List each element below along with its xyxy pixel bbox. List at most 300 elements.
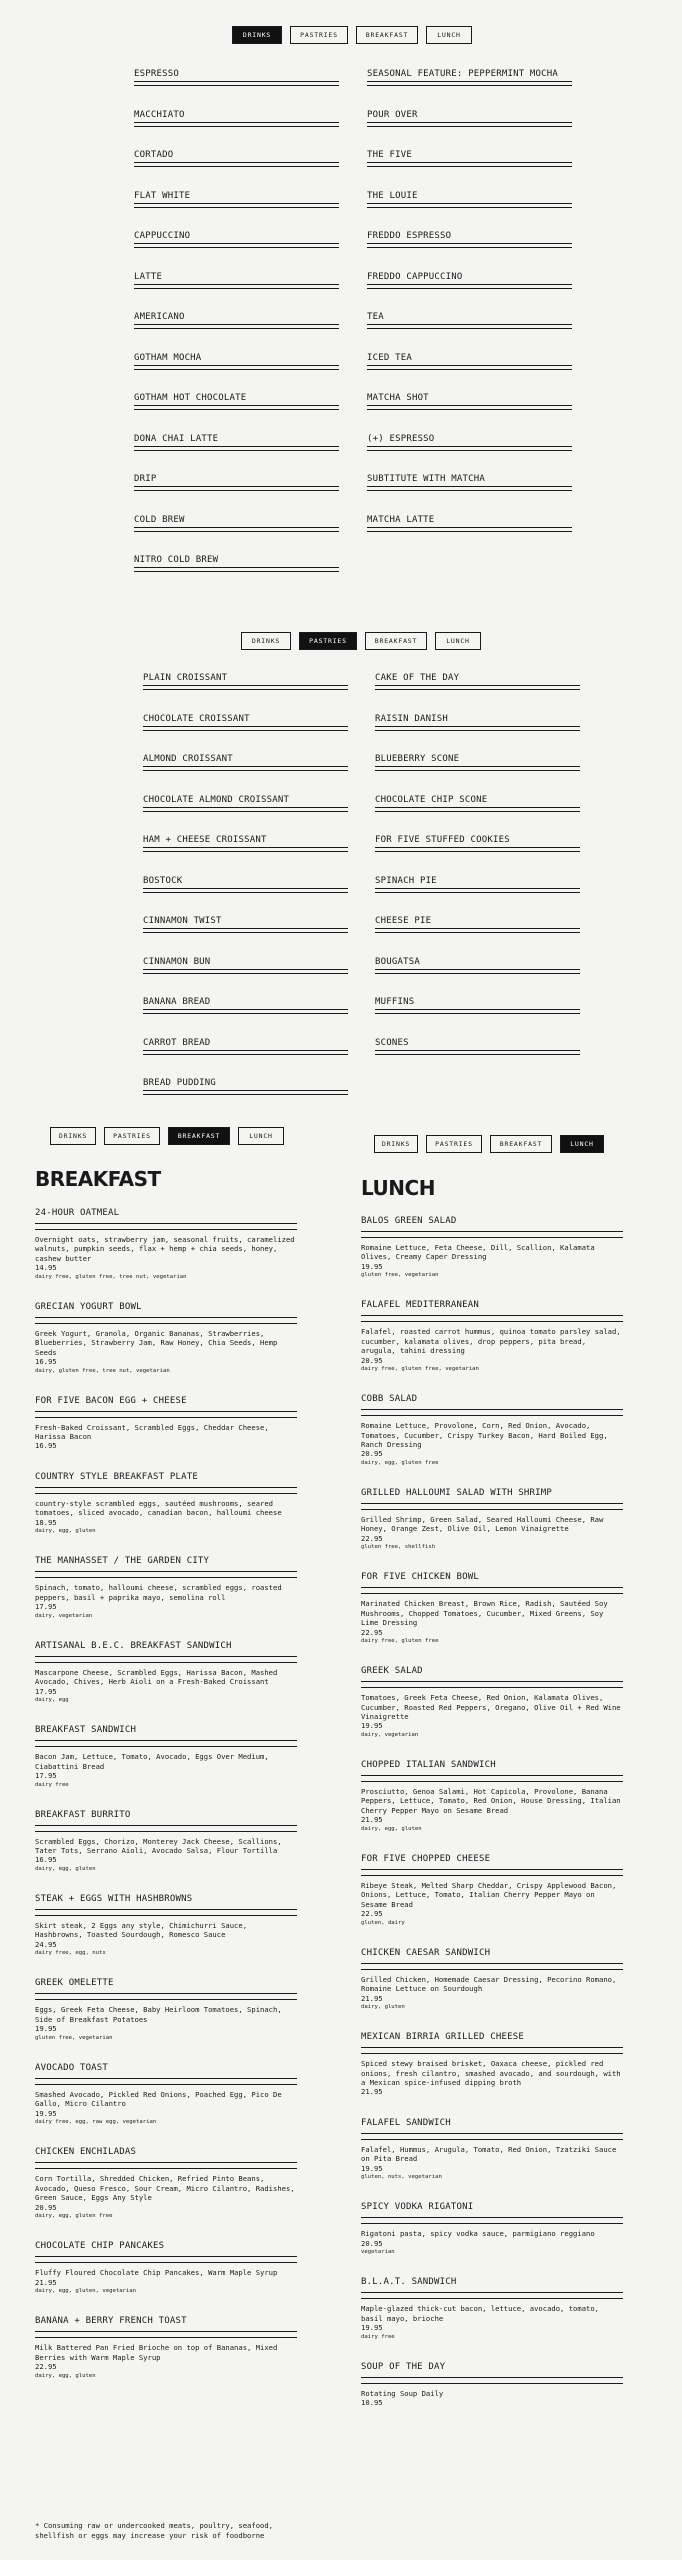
menu-item-name: COLD BREW	[134, 514, 185, 525]
tab-lunch[interactable]: LUNCH	[560, 1135, 604, 1153]
menu-item-name: FOR FIVE CHICKEN BOWL	[361, 1572, 479, 1583]
menu-item-description: Rigatoni pasta, spicy vodka sauce, parmigiano reggiano	[361, 2229, 595, 2239]
divider-line	[143, 888, 348, 889]
menu-item-name: SEASONAL FEATURE: PEPPERMINT MOCHA	[367, 69, 559, 79]
divider-line	[367, 126, 572, 127]
divider-line	[361, 1315, 623, 1322]
menu-item-price: 22.95	[35, 2361, 57, 2371]
menu-item[interactable]	[367, 393, 572, 434]
menu-item[interactable]	[134, 272, 339, 313]
menu-item-description: Romaine Lettuce, Feta Cheese, Dill, Scallion, Kalamata Olives, Creamy Caper Dressing	[361, 1243, 595, 1262]
divider-line	[367, 531, 572, 532]
menu-item[interactable]	[143, 997, 348, 1038]
menu-item[interactable]	[134, 555, 339, 596]
divider-line	[367, 527, 572, 528]
menu-item[interactable]	[375, 714, 580, 755]
menu-item-name: STEAK + EGGS WITH HASHBROWNS	[35, 1894, 193, 1905]
divider-line	[375, 770, 580, 771]
menu-item[interactable]	[35, 1396, 297, 1451]
divider-line	[375, 730, 580, 731]
menu-item-name: NITRO COLD BREW	[134, 555, 219, 565]
dietary-tags: dairy, vegetarian	[35, 1612, 93, 1619]
menu-item-price: 22.95	[361, 1627, 383, 1637]
menu-item-name: MATCHA SHOT	[367, 393, 429, 403]
menu-item-name: CHOCOLATE ALMOND CROISSANT	[143, 794, 290, 805]
menu-item[interactable]	[134, 434, 339, 475]
menu-item[interactable]	[35, 2063, 297, 2126]
menu-item[interactable]	[35, 2316, 297, 2379]
menu-item[interactable]	[367, 191, 572, 232]
divider-line	[375, 1009, 580, 1010]
menu-item-name: BANANA BREAD	[143, 997, 211, 1007]
menu-item-name: AVOCADO TOAST	[35, 2062, 109, 2073]
menu-item[interactable]	[367, 272, 572, 313]
divider-line	[375, 851, 580, 852]
divider-line	[361, 1231, 623, 1238]
menu-item-description: Tomatoes, Greek Feta Cheese, Red Onion, Kalamata Olives, Cucumber, Roasted Red Peppers, Oregano, Olive Oil + Red Wine Vinaigrette	[361, 1693, 621, 1722]
menu-item-price: 22.95	[361, 1533, 383, 1543]
divider-line	[361, 1587, 623, 1594]
breakfast-title: BREAKFAST	[35, 1167, 161, 1191]
menu-item-description: Spinach, tomato, halloumi cheese, scrambled eggs, roasted peppers, basil + paprika mayo, semolina roll	[35, 1583, 282, 1602]
menu-item-price: 16.95	[35, 1357, 57, 1367]
menu-item-description: Skirt steak, 2 Eggs any style, Chimichurri Sauce, Hashbrowns, Toasted Sourdough, Romesco Sauce	[35, 1921, 248, 1940]
menu-item-name: DONA CHAI LATTE	[134, 433, 219, 444]
divider-line	[134, 531, 339, 532]
menu-item-description: Fluffy Floured Chocolate Chip Pancakes, Warm Maple Syrup	[35, 2268, 278, 2278]
tab-breakfast[interactable]: BREAKFAST	[356, 26, 418, 44]
menu-item-name: BREAKFAST BURRITO	[35, 1809, 131, 1820]
divider-line	[367, 85, 572, 86]
divider-line	[367, 446, 572, 447]
menu-item[interactable]	[35, 1556, 297, 1619]
menu-item-name: ICED TEA	[367, 352, 412, 363]
divider-line	[134, 324, 339, 325]
divider-line	[134, 328, 339, 329]
menu-item-name: MACCHIATO	[134, 109, 185, 120]
dietary-tags: dairy, egg	[35, 1697, 69, 1704]
menu-item-name: CINNAMON TWIST	[143, 916, 222, 926]
menu-item[interactable]	[375, 916, 580, 957]
divider-line	[134, 162, 339, 163]
lunch-tabs	[374, 1135, 604, 1153]
tab-pastries[interactable]: PASTRIES	[299, 632, 357, 650]
menu-item-name: ARTISANAL B.E.C. BREAKFAST SANDWICH	[35, 1640, 232, 1651]
menu-item-price: 17.95	[35, 1771, 57, 1781]
menu-item-name: B.L.A.T. SANDWICH	[361, 2277, 457, 2288]
menu-item[interactable]	[361, 1300, 623, 1373]
foodborne-note: * Consuming raw or undercooked meats, poultry, seafood, shellfish or eggs may increase your risk of foodborne	[35, 2521, 273, 2540]
dietary-tags: dairy, egg, gluten free	[361, 1460, 439, 1467]
menu-item[interactable]	[143, 916, 348, 957]
menu-item-description: Grilled Chicken, Homemade Caesar Dressing, Pecorino Romano, Romaine Lettuce on Sourdough	[361, 1974, 617, 1994]
divider-line	[134, 126, 339, 127]
menu-item-price: 20.95	[361, 1355, 383, 1365]
menu-item-description: Mascarpone Cheese, Scrambled Eggs, Harissa Bacon, Mashed Avocado, Chives, Herb Aioli on a Fresh-Baked Croissant	[35, 1667, 278, 1687]
divider-line	[143, 1013, 348, 1014]
drinks-right-column	[367, 69, 572, 555]
divider-line	[143, 1050, 348, 1051]
divider-line	[134, 446, 339, 447]
menu-item[interactable]	[134, 474, 339, 515]
tab-pastries[interactable]: PASTRIES	[104, 1127, 160, 1145]
dietary-tags: dairy, vegetarian	[361, 1732, 419, 1739]
menu-item[interactable]	[143, 835, 348, 876]
menu-item[interactable]	[35, 1472, 297, 1535]
divider-line	[143, 969, 348, 970]
menu-item[interactable]	[35, 1978, 297, 2041]
divider-line	[143, 770, 348, 771]
menu-item[interactable]	[143, 754, 348, 795]
divider-line	[35, 1317, 297, 1324]
menu-item-price: 21.95	[361, 2087, 383, 2097]
divider-line	[367, 405, 572, 406]
tab-pastries[interactable]: PASTRIES	[290, 26, 348, 44]
tab-drinks[interactable]: DRINKS	[241, 632, 291, 650]
divider-line	[35, 1909, 297, 1916]
menu-item-price: 19.95	[361, 2323, 383, 2333]
menu-item-description: Ribeye Steak, Melted Sharp Cheddar, Crispy Applewood Bacon, Onions, Lettuce, Tomato, Italian Cherry Pepper Mayo on Sesame Bread	[361, 1880, 617, 1909]
drinks-left-column	[134, 69, 339, 596]
menu-item[interactable]	[367, 110, 572, 151]
menu-item-name: CHEESE PIE	[375, 916, 432, 926]
menu-item-description: Scrambled Eggs, Chorizo, Monterey Jack Cheese, Scallions, Tater Tots, Serrano Aioli, Avocado Salsa, Flour Tortilla	[35, 1836, 282, 1856]
divider-line	[361, 1963, 623, 1970]
dietary-tags: gluten free, vegetarian	[361, 1272, 439, 1279]
menu-item-price: 10.95	[361, 2398, 383, 2408]
divider-line	[375, 689, 580, 690]
menu-item[interactable]	[361, 2202, 623, 2256]
menu-item-name: CHOPPED ITALIAN SANDWICH	[361, 1760, 496, 1771]
menu-item[interactable]	[134, 312, 339, 353]
menu-item-price: 17.95	[35, 1686, 57, 1696]
menu-item-name: DRIP	[134, 474, 157, 484]
menu-item-name: THE MANHASSET / THE GARDEN CITY	[35, 1556, 210, 1567]
menu-item-name: FOR FIVE STUFFED COOKIES	[375, 835, 510, 845]
tab-breakfast[interactable]: BREAKFAST	[365, 632, 427, 650]
divider-line	[367, 166, 572, 167]
menu-item-name: GOTHAM HOT CHOCOLATE	[134, 393, 247, 403]
menu-item[interactable]	[134, 231, 339, 272]
menu-item-name: CAKE OF THE DAY	[375, 673, 460, 683]
divider-line	[375, 807, 580, 808]
menu-item[interactable]	[143, 714, 348, 755]
menu-item-description: country-style scrambled eggs, sautéed mushrooms, seared tomatoes, sliced avocado, canadian bacon, halloumi cheese	[35, 1499, 282, 1518]
menu-item[interactable]	[143, 795, 348, 836]
divider-line	[35, 1740, 297, 1747]
divider-line	[375, 1050, 580, 1051]
tab-lunch[interactable]: LUNCH	[435, 632, 481, 650]
menu-item[interactable]	[134, 191, 339, 232]
divider-line	[35, 1825, 297, 1832]
divider-line	[367, 324, 572, 325]
menu-item[interactable]	[367, 150, 572, 191]
menu-item[interactable]	[367, 515, 572, 556]
divider-line	[35, 1993, 297, 2000]
menu-item-description: Fresh-Baked Croissant, Scrambled Eggs, Cheddar Cheese, Harissa Bacon	[35, 1422, 269, 1442]
menu-item-name: CHOCOLATE CHIP PANCAKES	[35, 2241, 165, 2252]
divider-line	[143, 847, 348, 848]
divider-line	[361, 1775, 623, 1782]
divider-line	[375, 1054, 580, 1055]
menu-item[interactable]	[375, 835, 580, 876]
divider-line	[375, 928, 580, 929]
tab-breakfast[interactable]: BREAKFAST	[490, 1135, 552, 1153]
menu-item-description: Rotating Soup Daily	[361, 2388, 444, 2398]
menu-item-name: BANANA + BERRY FRENCH TOAST	[35, 2316, 187, 2327]
menu-item[interactable]	[143, 876, 348, 917]
menu-item[interactable]	[134, 515, 339, 556]
divider-line	[134, 369, 339, 370]
menu-item[interactable]	[143, 1038, 348, 1079]
menu-item-price: 21.95	[35, 2277, 57, 2287]
divider-line	[134, 365, 339, 366]
divider-line	[361, 1681, 623, 1688]
menu-item[interactable]	[134, 353, 339, 394]
menu-item-price: 19.95	[361, 2163, 383, 2173]
menu-item[interactable]	[361, 2362, 623, 2408]
menu-item[interactable]	[361, 1948, 623, 2011]
menu-item-description: Smashed Avocado, Pickled Red Onions, Poached Egg, Pico De Gallo, Micro Cilantro	[35, 2089, 282, 2109]
dietary-tags: dairy, egg, gluten	[35, 1528, 96, 1535]
menu-item-name: GRILLED HALLOUMI SALAD WITH SHRIMP	[361, 1488, 553, 1499]
divider-line	[143, 766, 348, 767]
divider-line	[134, 527, 339, 528]
divider-line	[367, 284, 572, 285]
tab-pastries[interactable]: PASTRIES	[426, 1135, 482, 1153]
tab-lunch[interactable]: LUNCH	[238, 1127, 284, 1145]
dietary-tags: dairy, gluten	[361, 2004, 405, 2011]
divider-line	[143, 973, 348, 974]
divider-line	[143, 689, 348, 690]
dietary-tags: gluten, dairy	[361, 1919, 405, 1926]
divider-line	[361, 2047, 623, 2054]
dietary-tags: dairy free, gluten free, tree nut, vegetarian	[35, 1273, 187, 1280]
pastries-tabs	[241, 632, 481, 650]
divider-line	[361, 1503, 623, 1510]
divider-line	[361, 1869, 623, 1876]
menu-item-description: Romaine Lettuce, Provolone, Corn, Red Onion, Avocado, Tomatoes, Cucumber, Crispy Turkey Bacon, Hard Boiled Egg, Ranch Dressing	[361, 1421, 608, 1450]
menu-item-name: MUFFINS	[375, 997, 415, 1007]
menu-item[interactable]	[361, 2277, 623, 2340]
divider-line	[143, 730, 348, 731]
menu-item-price: 24.95	[35, 1939, 57, 1949]
menu-item-price: 16.95	[35, 1441, 57, 1451]
menu-item-name: AMERICANO	[134, 312, 185, 322]
menu-item-price: 20.95	[361, 1449, 383, 1459]
menu-item[interactable]	[361, 1854, 623, 1927]
dietary-tags: gluten free, vegetarian	[35, 2034, 113, 2041]
menu-item[interactable]	[35, 1641, 297, 1704]
divider-line	[143, 928, 348, 929]
lunch-title: LUNCH	[361, 1176, 435, 1200]
menu-item-price: 20.95	[361, 2238, 383, 2248]
menu-item-name: MATCHA LATTE	[367, 514, 435, 525]
menu-item[interactable]	[143, 957, 348, 998]
dietary-tags: gluten, nuts, vegetarian	[361, 2174, 442, 2181]
menu-item-description: Falafel, roasted carrot hummus, quinoa tomato parsley salad, cucumber, kalamata olives, drop peppers, pita bread, arugula, tahini dressing	[361, 1327, 621, 1356]
menu-item[interactable]	[35, 1725, 297, 1788]
menu-item[interactable]	[361, 1488, 623, 1551]
menu-item-description: Greek Yogurt, Granola, Organic Bananas, Strawberries, Blueberries, Strawberry Jam, Raw Honey, Chia Seeds, Hemp Seeds	[35, 1328, 278, 1357]
menu-item-name: FLAT WHITE	[134, 190, 191, 201]
menu-item-price: 22.95	[361, 1909, 383, 1919]
menu-item[interactable]	[375, 876, 580, 917]
menu-item[interactable]	[367, 353, 572, 394]
divider-line	[143, 1090, 348, 1091]
menu-item[interactable]	[367, 474, 572, 515]
menu-item[interactable]	[361, 2032, 623, 2097]
menu-item-name: CARROT BREAD	[143, 1037, 211, 1048]
divider-line	[361, 2377, 623, 2384]
menu-item-name: FREDDO ESPRESSO	[367, 231, 452, 241]
divider-line	[143, 932, 348, 933]
menu-item-name: SPICY VODKA RIGATONI	[361, 2202, 474, 2213]
divider-line	[134, 166, 339, 167]
divider-line	[375, 888, 580, 889]
menu-item[interactable]	[35, 1810, 297, 1873]
menu-item[interactable]	[361, 1394, 623, 1467]
menu-item-name: COUNTRY STYLE BREAKFAST PLATE	[35, 1472, 198, 1483]
menu-item[interactable]	[35, 2241, 297, 2295]
menu-item-name: CHICKEN ENCHILADAS	[35, 2147, 137, 2158]
menu-item-name: FOR FIVE CHOPPED CHEESE	[361, 1853, 491, 1864]
tab-breakfast[interactable]: BREAKFAST	[168, 1127, 230, 1145]
divider-line	[375, 766, 580, 767]
divider-line	[134, 288, 339, 289]
menu-item-description: Eggs, Greek Feta Cheese, Baby Heirloom Tomatoes, Spinach, Side of Breakfast Potatoes	[35, 2005, 282, 2024]
divider-line	[367, 369, 572, 370]
menu-item[interactable]	[367, 231, 572, 272]
menu-item[interactable]	[361, 1760, 623, 1833]
menu-item-name: GOTHAM MOCHA	[134, 352, 202, 363]
menu-item-name: ALMOND CROISSANT	[143, 754, 233, 764]
menu-item-name: BALOS GREEN SALAD	[361, 1216, 457, 1226]
divider-line	[367, 328, 572, 329]
menu-item-name: SOUP OF THE DAY	[361, 2361, 446, 2372]
menu-item-name: FOR FIVE BACON EGG + CHEESE	[35, 1395, 187, 1406]
menu-item-name: BOSTOCK	[143, 875, 183, 886]
menu-item[interactable]	[143, 673, 348, 714]
tab-drinks[interactable]: DRINKS	[374, 1135, 418, 1153]
menu-item-description: Corn Tortilla, Shredded Chicken, Refried Pinto Beans, Avocado, Queso Fresco, Sour Cream, Micro Cilantro, Radishes, Green Sauce, Eggs Any Style	[35, 2174, 295, 2203]
menu-item-name: CHOCOLATE CROISSANT	[143, 713, 250, 724]
divider-line	[134, 450, 339, 451]
divider-line	[35, 2331, 297, 2338]
divider-line	[35, 1411, 297, 1418]
menu-item-description: Bacon Jam, Lettuce, Tomato, Avocado, Eggs Over Medium, Ciabattini Bread	[35, 1752, 269, 1771]
menu-item[interactable]	[375, 754, 580, 795]
menu-item-description: Marinated Chicken Breast, Brown Rice, Radish, Sautéed Soy Mushrooms, Chopped Tomatoes, Cucumber, Mixed Greens, Soy Lime Dressing	[361, 1599, 608, 1628]
menu-item[interactable]	[361, 1666, 623, 1739]
divider-line	[361, 1409, 623, 1416]
divider-line	[375, 726, 580, 727]
menu-item[interactable]	[35, 1302, 297, 1375]
divider-line	[375, 1013, 580, 1014]
menu-item[interactable]	[375, 673, 580, 714]
menu-item[interactable]	[35, 1894, 297, 1957]
menu-item[interactable]	[143, 1078, 348, 1119]
menu-item-name: POUR OVER	[367, 109, 418, 120]
divider-line	[367, 490, 572, 491]
menu-item-description: Grilled Shrimp, Green Salad, Seared Halloumi Cheese, Raw Honey, Orange Zest, Olive Oil, Lemon Vinaigrette	[361, 1515, 604, 1534]
dietary-tags: vegetarian	[361, 2249, 395, 2256]
menu-item-name: SPINACH PIE	[375, 875, 437, 886]
divider-line	[143, 892, 348, 893]
divider-line	[134, 207, 339, 208]
menu-item-price: 16.95	[35, 1855, 57, 1865]
menu-item[interactable]	[367, 69, 572, 110]
tab-lunch[interactable]: LUNCH	[426, 26, 472, 44]
dietary-tags: dairy, egg, gluten	[35, 1866, 96, 1873]
menu-item-name: HAM + CHEESE CROISSANT	[143, 835, 267, 845]
menu-item[interactable]	[367, 312, 572, 353]
dietary-tags: dairy free, egg, nuts	[35, 1950, 106, 1957]
dietary-tags: dairy, egg, gluten	[35, 2372, 96, 2379]
divider-line	[134, 567, 339, 568]
divider-line	[143, 811, 348, 812]
menu-item[interactable]	[375, 957, 580, 998]
menu-item[interactable]	[375, 795, 580, 836]
menu-item-name: CINNAMON BUN	[143, 956, 211, 967]
menu-item-name: RAISIN DANISH	[375, 713, 449, 724]
menu-item[interactable]	[134, 69, 339, 110]
divider-line	[143, 1094, 348, 1095]
menu-item-name: CORTADO	[134, 150, 174, 160]
menu-item-name: GREEK SALAD	[361, 1666, 423, 1677]
menu-item[interactable]	[134, 150, 339, 191]
menu-item[interactable]	[134, 110, 339, 151]
menu-item[interactable]	[361, 1216, 623, 1279]
menu-item[interactable]	[375, 1038, 580, 1079]
divider-line	[134, 571, 339, 572]
menu-item-price: 19.95	[35, 2108, 57, 2118]
divider-line	[375, 973, 580, 974]
menu-item-price: 20.95	[35, 2202, 57, 2212]
dietary-tags: dairy free	[35, 1781, 69, 1788]
menu-item-price: 17.95	[35, 1602, 57, 1612]
menu-item-name: THE LOUIE	[367, 190, 418, 201]
menu-item[interactable]	[134, 393, 339, 434]
menu-item[interactable]	[35, 1208, 297, 1281]
divider-line	[143, 807, 348, 808]
menu-item-description: Spiced stewy braised brisket, Oaxaca cheese, pickled red onions, fresh cilantro, smashed avocado, and sourdough, with a Mexican spice-infused dipping broth	[361, 2059, 621, 2087]
menu-item[interactable]	[361, 2118, 623, 2181]
divider-line	[134, 247, 339, 248]
divider-line	[361, 2292, 623, 2299]
menu-item[interactable]	[375, 997, 580, 1038]
tab-drinks[interactable]: DRINKS	[232, 26, 282, 44]
menu-item[interactable]	[367, 434, 572, 475]
menu-item-name: ESPRESSO	[134, 69, 179, 79]
breakfast-tabs	[50, 1127, 284, 1145]
tab-drinks[interactable]: DRINKS	[50, 1127, 96, 1145]
menu-item-price: 21.95	[361, 1993, 383, 2003]
menu-item[interactable]	[35, 2147, 297, 2220]
menu-item[interactable]	[361, 1572, 623, 1645]
divider-line	[35, 1487, 297, 1494]
menu-item-name: BREAKFAST SANDWICH	[35, 1725, 137, 1736]
divider-line	[143, 1009, 348, 1010]
dietary-tags: dairy, gluten free, tree nut, vegetarian	[35, 1367, 170, 1374]
menu-item-name: FREDDO CAPPUCCINO	[367, 271, 463, 282]
menu-item-name: GRECIAN YOGURT BOWL	[35, 1301, 142, 1312]
menu-item-name: CAPPUCCINO	[134, 231, 191, 241]
pastries-right-column	[375, 673, 580, 1078]
menu-item-description: Overnight oats, strawberry jam, seasonal fruits, caramelized walnuts, pumpkin seeds, flax + hemp + chia seeds, honey, cashew butter	[35, 1235, 295, 1263]
divider-line	[361, 2133, 623, 2140]
menu-item-name: LATTE	[134, 271, 163, 282]
